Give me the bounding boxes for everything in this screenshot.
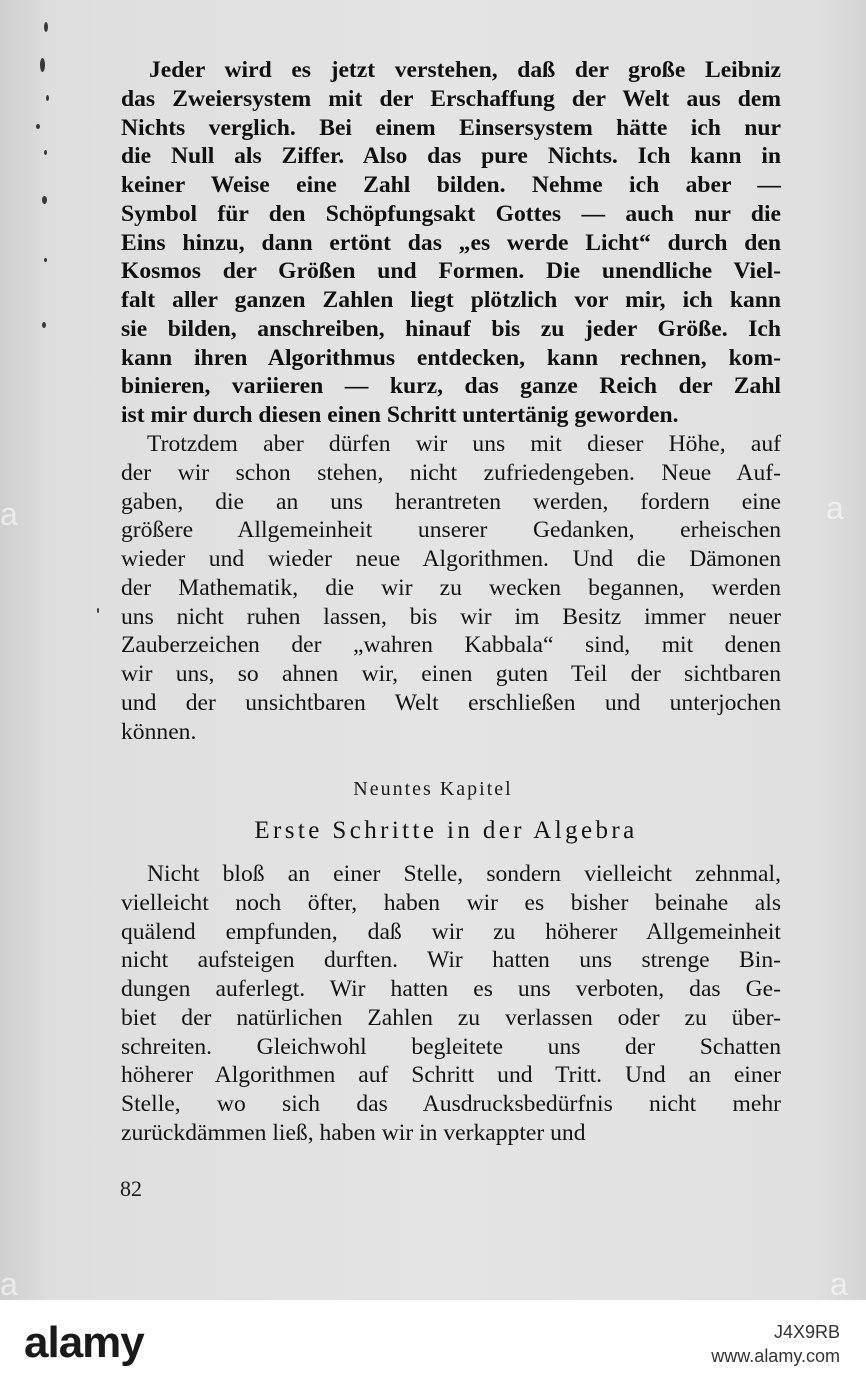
text-line: Jeder wird es jetzt verstehen, daß der große Leibniz [149,57,781,83]
site-url: www.alamy.com [711,1346,840,1366]
text-line: Symbol für den Schöpfungsakt Gottes — auch nur die [121,200,781,227]
text-line: wieder und wieder neue Algorithmen. Und die Dämonen [121,546,781,572]
alamy-logo: alamy [24,1318,144,1367]
text-line: kann ihren Algorithmus entdecken, kann rechnen, kom- [121,344,781,371]
text-line: sie bilden, anschreiben, hinauf bis zu jeder Größe. Ich [121,315,781,342]
text-line: nicht aufsteigen durften. Wir hatten uns strenge Bin- [121,947,781,974]
paragraph-2 [121,430,781,746]
speck [40,58,45,72]
image-id: J4X9RB [773,1322,840,1342]
speck [42,322,46,328]
text-line: Eins hinzu, dann ertönt das „es werde Licht“ durch den [121,229,781,256]
text-line: und der unsichtbaren Welt erschließen und unterjochen [121,689,781,716]
text-line: ist mir durch diesen einen Schritt untertänig geworden. [121,402,679,428]
watermark-mark: a [826,490,844,526]
speck [44,22,48,32]
text-line: Stelle, wo sich das Ausdrucksbedürfnis nicht mehr [121,1091,781,1117]
text-line: die Null als Ziffer. Also das pure Nichts. Ich kann in [121,143,781,170]
chapter-label: Neuntes Kapitel [353,778,513,800]
paragraph-3 [121,860,781,1148]
text-line: höherer Algorithmen auf Schritt und Tritt. Und an einer [121,1062,781,1089]
text-line: zurückdämmen ließ, haben wir in verkappter und [121,1119,586,1146]
speck [42,196,47,204]
speck [36,124,40,129]
text-line: der wir schon stehen, nicht zufriedengeben. Neue Auf- [121,459,781,486]
text-line: falt aller ganzen Zahlen liegt plötzlich vor mir, ich kann [121,287,781,313]
text-line: Nicht bloß an einer Stelle, sondern vielleicht zehnmal, [147,861,781,887]
watermark-mark: a [830,1266,848,1300]
speck [44,258,47,262]
text-line: wir uns, so ahnen wir, einen guten Teil der sichtbaren [121,661,781,687]
text-line: Zauberzeichen der „wahren Kabbala“ sind, mit denen [121,632,781,659]
chapter-title: Erste Schritte in der Algebra [254,817,638,844]
speck [44,150,47,155]
speck [46,95,49,101]
watermark-footer [0,1300,866,1390]
text-line: biet der natürlichen Zahlen zu verlassen oder zu über- [121,1004,781,1031]
text-line: dungen auferlegt. Wir hatten es uns verboten, das Ge- [121,976,781,1002]
text-line: das Zweiersystem mit der Erschaffung der Welt aus dem [121,85,781,112]
text-line: größere Allgemeinheit unserer Gedanken, erheischen [121,517,781,544]
text-line: Trotzdem aber dürfen wir uns mit dieser Höhe, auf [147,431,781,457]
text-line: können. [121,718,197,745]
text-line: gaben, die an uns herantreten werden, fordern eine [121,488,781,515]
watermark-mark: a [0,496,18,532]
text-line: Kosmos der Größen und Formen. Die unendliche Viel- [121,258,781,285]
speck [97,608,99,613]
text-line: keiner Weise eine Zahl bilden. Nehme ich aber — [121,172,781,198]
paragraph-1 [121,56,781,430]
text-line: quälend empfunden, daß wir zu höherer Allgemeinheit [121,918,781,945]
text-line: vielleicht noch öfter, haben wir es bisher beinahe als [121,889,781,916]
text-line: Nichts verglich. Bei einem Einsersystem hätte ich nur [121,114,781,141]
text-line: binieren, variieren — kurz, das ganze Reich der Zahl [121,373,781,400]
watermark-mark: a [0,1266,18,1300]
image-id-block [711,1320,840,1368]
text-line: uns nicht ruhen lassen, bis wir im Besitz immer neuer [121,603,781,630]
text-line: schreiten. Gleichwohl begleitete uns der Schatten [121,1033,781,1060]
page-number: 82 [120,1176,142,1201]
text-line: der Mathematik, die wir zu wecken begannen, werden [121,574,781,601]
